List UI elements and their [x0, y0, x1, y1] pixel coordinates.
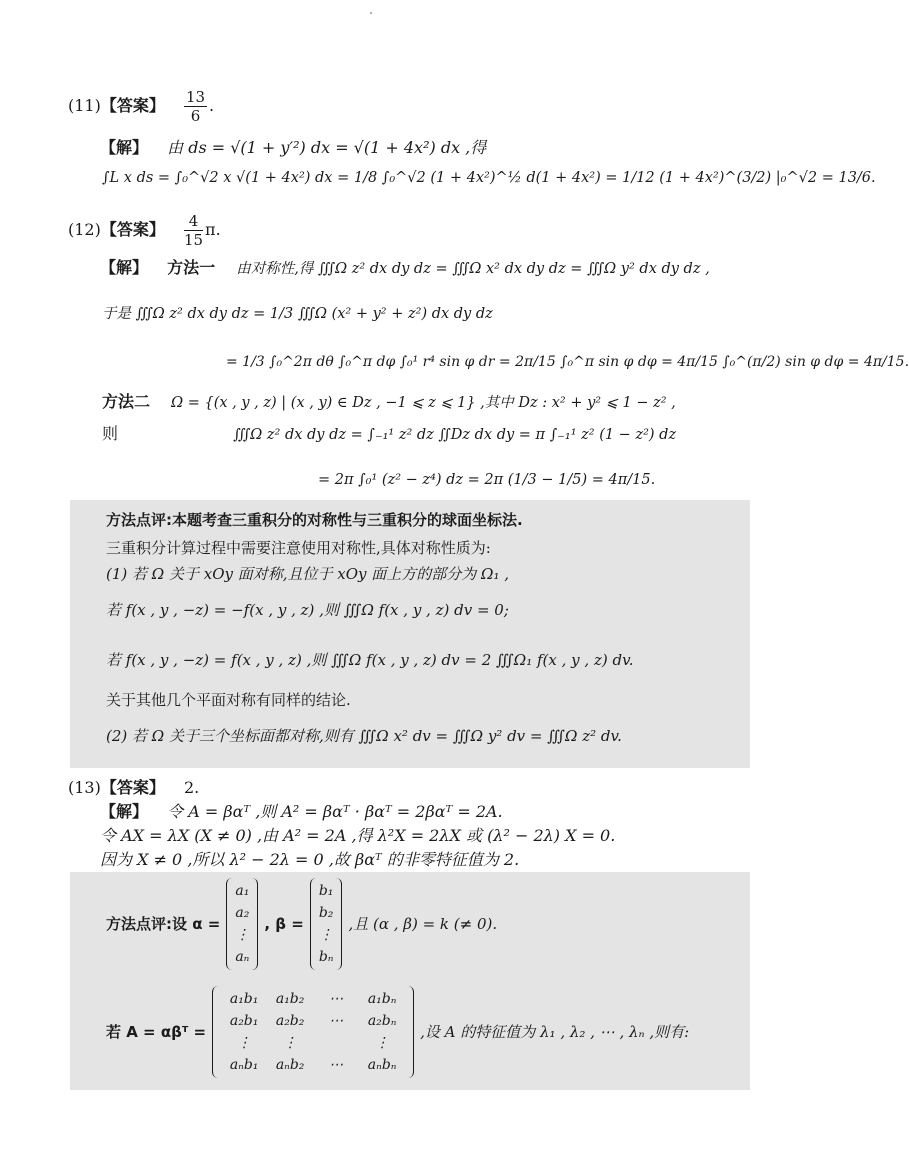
q11-solution-text1: 由 ds = √(1 + y′²) dx = √(1 + 4x²) dx ,得	[167, 138, 487, 157]
matrix-cell: a₂b₂	[275, 1013, 305, 1029]
beta-entry: b₂	[318, 905, 334, 921]
q11-solution-tag: 【解】	[100, 138, 149, 157]
matrix-cell: aₙb₁	[229, 1057, 259, 1073]
beta-entry: ⋮	[319, 927, 334, 943]
box2-lead: 方法点评:设 α =	[106, 915, 221, 933]
q13-answer-tag: 【答案】	[100, 778, 165, 797]
matrix-cell	[313, 1032, 359, 1054]
matrix-cell: ⋯	[329, 991, 344, 1007]
q12-method2-line2	[102, 424, 676, 445]
matrix-cell: ⋯	[329, 1013, 344, 1029]
q13-solution-tag: 【解】	[100, 802, 149, 821]
q11-answer-tag: 【答案】	[100, 96, 165, 115]
q12-answer-tail: π.	[205, 220, 221, 239]
alpha-vector	[226, 878, 258, 970]
q11-answer-denominator: 6	[190, 107, 201, 125]
q11-solution-text2: ∫L x ds = ∫₀^√2 x √(1 + 4x²) dx = 1/8 ∫₀^√2 (1 + 4x²)^½ d(1 + 4x²) = 1/12 (1 + 4x²)^(3/2) |₀^√2 = 13/6.	[102, 170, 876, 186]
q13-solution-line2: 令 AX = λX (X ≠ 0) ,由 A² = 2A ,得 λ²X = 2λX 或 (λ² − 2λ) X = 0.	[100, 826, 616, 845]
box1-line6: (2) 若 Ω 关于三个坐标面都对称,则有 ∭Ω x² dv = ∭Ω y² dv = ∭Ω z² dv.	[106, 727, 622, 745]
q12-answer-fraction	[184, 212, 203, 249]
q12-method1-text3: = 1/3 ∫₀^2π dθ ∫₀^π dφ ∫₀¹ r⁴ sin φ dr = 2π/15 ∫₀^π sin φ dφ = 4π/15 ∫₀^(π/2) sin φ dφ = 4π/15.	[226, 354, 909, 370]
q12-method1-text1: 由对称性,得 ∭Ω z² dx dy dz = ∭Ω x² dx dy dz = ∭Ω y² dx dy dz ,	[236, 261, 710, 277]
matrix-cell: a₂b₁	[229, 1013, 259, 1029]
matrix-cell: a₁b₁	[229, 991, 259, 1007]
matrix-cell: ⋮	[283, 1035, 298, 1051]
q11-answer-line	[68, 88, 214, 125]
q12-answer-tag: 【答案】	[100, 220, 165, 239]
matrix-cell: aₙb₂	[275, 1057, 305, 1073]
box2-tail2: ,设 A 的特征值为 λ₁ , λ₂ , ⋯ , λₙ ,则有:	[420, 1023, 690, 1041]
q12-method1-line3	[226, 352, 909, 372]
q13-number: (13)	[68, 778, 101, 797]
q12-method1-tag: 方法一	[167, 258, 216, 277]
box2-tail: ,且 (α , β) = k (≠ 0).	[348, 915, 498, 933]
outer-product-matrix	[212, 986, 414, 1078]
q12-method2-line1	[102, 392, 676, 413]
q12-solution-tag: 【解】	[100, 258, 149, 277]
q13-answer-line	[68, 778, 199, 798]
q11-solution-line2	[102, 168, 876, 188]
q12-method2-text3: = 2π ∫₀¹ (z² − z⁴) dz = 2π (1/3 − 1/5) = 4π/15.	[318, 472, 656, 488]
matrix-cell: ⋮	[237, 1035, 252, 1051]
matrix-cell: ⋯	[329, 1057, 344, 1073]
beta-vector	[310, 878, 343, 970]
q12-method2-then: 则	[102, 424, 119, 443]
page-mark	[370, 12, 372, 14]
alpha-entry: ⋮	[235, 927, 250, 943]
box2-mid: , β =	[264, 915, 304, 933]
q11-answer-fraction	[184, 88, 207, 125]
box1-line1: 三重积分计算过程中需要注意使用对称性,具体对称性质为:	[106, 539, 491, 557]
q11-number: (11)	[68, 96, 101, 115]
q13-solution-line1	[100, 802, 503, 822]
q12-method1-line2	[102, 304, 493, 324]
box2-lead2: 若 A = αβᵀ =	[106, 1023, 207, 1041]
matrix-cell: a₁bₙ	[367, 991, 397, 1007]
box1-line4: 若 f(x , y , −z) = f(x , y , z) ,则 ∭Ω f(x , y , z) dv = 2 ∭Ω₁ f(x , y , z) dv.	[106, 651, 634, 669]
q12-method1-text2: 于是 ∭Ω z² dx dy dz = 1/3 ∭Ω (x² + y² + z²) dx dy dz	[102, 306, 493, 322]
alpha-entry: a₂	[235, 905, 250, 921]
q12-answer-denominator: 15	[183, 231, 204, 249]
comment-box-symmetry	[70, 500, 750, 768]
q12-method2-tag: 方法二	[102, 392, 151, 411]
beta-entry: b₁	[318, 883, 334, 899]
alpha-entry: aₙ	[235, 949, 250, 965]
q13-solution-text1: 令 A = βαᵀ ,则 A² = βαᵀ · βαᵀ = 2βαᵀ = 2A.	[167, 802, 503, 821]
q12-method1-line1	[100, 258, 710, 279]
q11-answer-numerator: 13	[185, 88, 206, 106]
box1-line5: 关于其他几个平面对称有同样的结论.	[106, 691, 351, 709]
box1-title: 方法点评:本题考查三重积分的对称性与三重积分的球面坐标法.	[106, 511, 523, 529]
q12-number: (12)	[68, 220, 101, 239]
q12-method2-text1: Ω = {(x , y , z) | (x , y) ∈ Dz , −1 ⩽ z ⩽ 1} ,其中 Dz : x² + y² ⩽ 1 − z² ,	[171, 395, 676, 411]
q11-answer-tail: .	[209, 96, 215, 115]
q13-answer-value: 2.	[183, 778, 200, 797]
q13-solution-line3: 因为 X ≠ 0 ,所以 λ² − 2λ = 0 ,故 βαᵀ 的非零特征值为 2.	[100, 850, 520, 869]
matrix-cell: a₂bₙ	[367, 1013, 397, 1029]
matrix-cell: ⋮	[375, 1035, 390, 1051]
beta-entry: bₙ	[318, 949, 334, 965]
matrix-cell: a₁b₂	[275, 991, 305, 1007]
box1-line2: (1) 若 Ω 关于 xOy 面对称,且位于 xOy 面上方的部分为 Ω₁ ,	[106, 565, 510, 583]
q12-answer-numerator: 4	[184, 212, 203, 231]
q12-method2-line3	[318, 470, 655, 490]
q12-answer-line	[68, 212, 221, 249]
box1-line3: 若 f(x , y , −z) = −f(x , y , z) ,则 ∭Ω f(x , y , z) dv = 0;	[106, 601, 509, 619]
q11-solution-line1	[100, 138, 486, 158]
matrix-cell: aₙbₙ	[367, 1057, 397, 1073]
box2-vector-line	[106, 878, 497, 970]
alpha-entry: a₁	[235, 883, 250, 899]
comment-box-eigenvalue	[70, 872, 750, 1090]
box2-matrix-line	[106, 982, 689, 1082]
q12-method2-text2: ∭Ω z² dx dy dz = ∫₋₁¹ z² dz ∬Dz dx dy = π ∫₋₁¹ z² (1 − z²) dz	[233, 427, 677, 443]
